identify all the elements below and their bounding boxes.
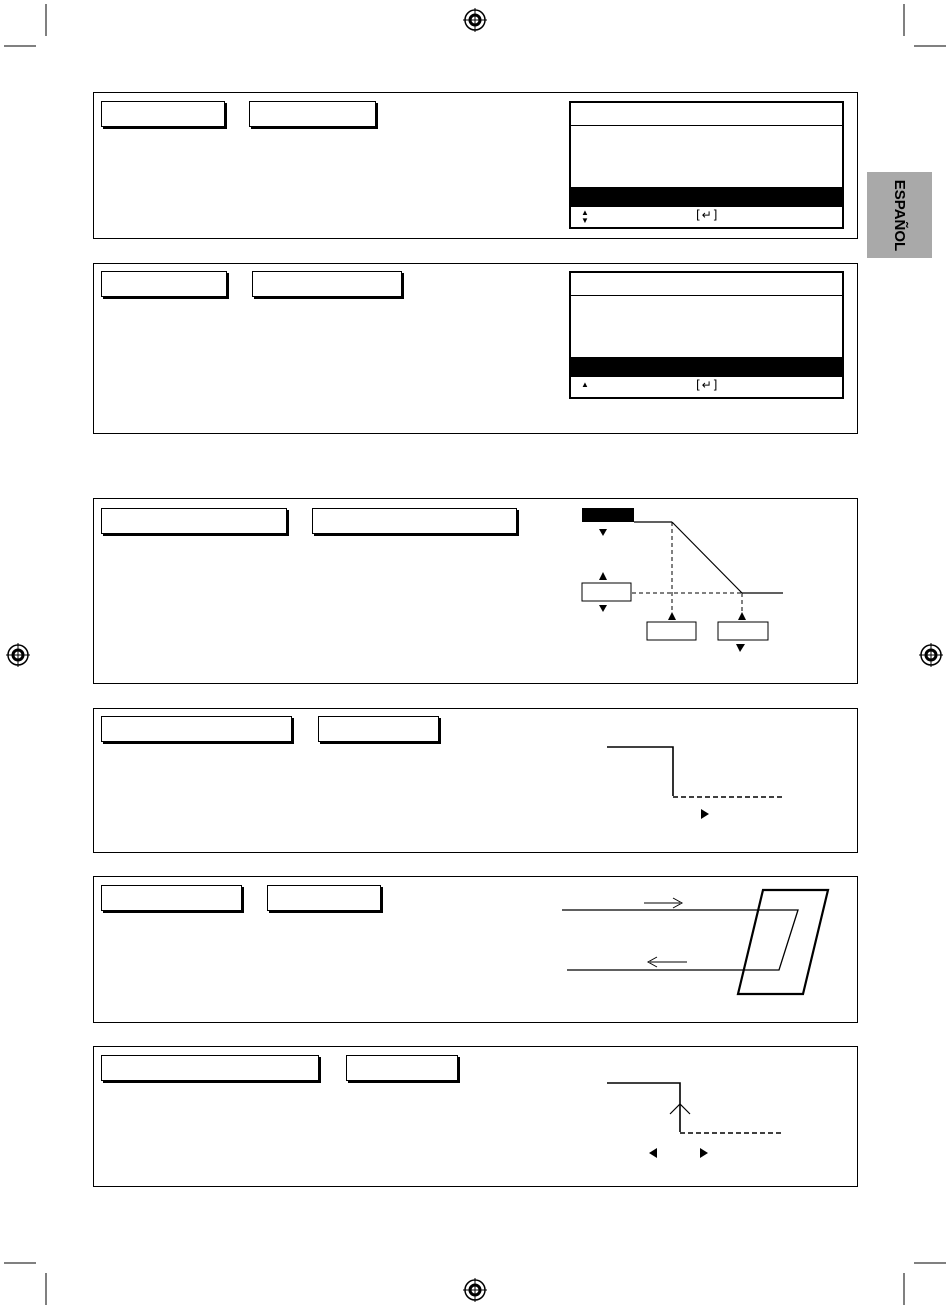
enter-key-icon: [↵] — [696, 208, 719, 222]
arrow-icon — [700, 1148, 708, 1158]
language-tab-label: ESPAÑOL — [891, 179, 908, 251]
enter-key-icon: [↵] — [696, 378, 719, 392]
up-down-arrows-icon: ▲ ▼ — [581, 208, 589, 225]
up-arrow-icon: ▲ — [581, 380, 589, 389]
arrow-icon — [649, 1148, 657, 1158]
